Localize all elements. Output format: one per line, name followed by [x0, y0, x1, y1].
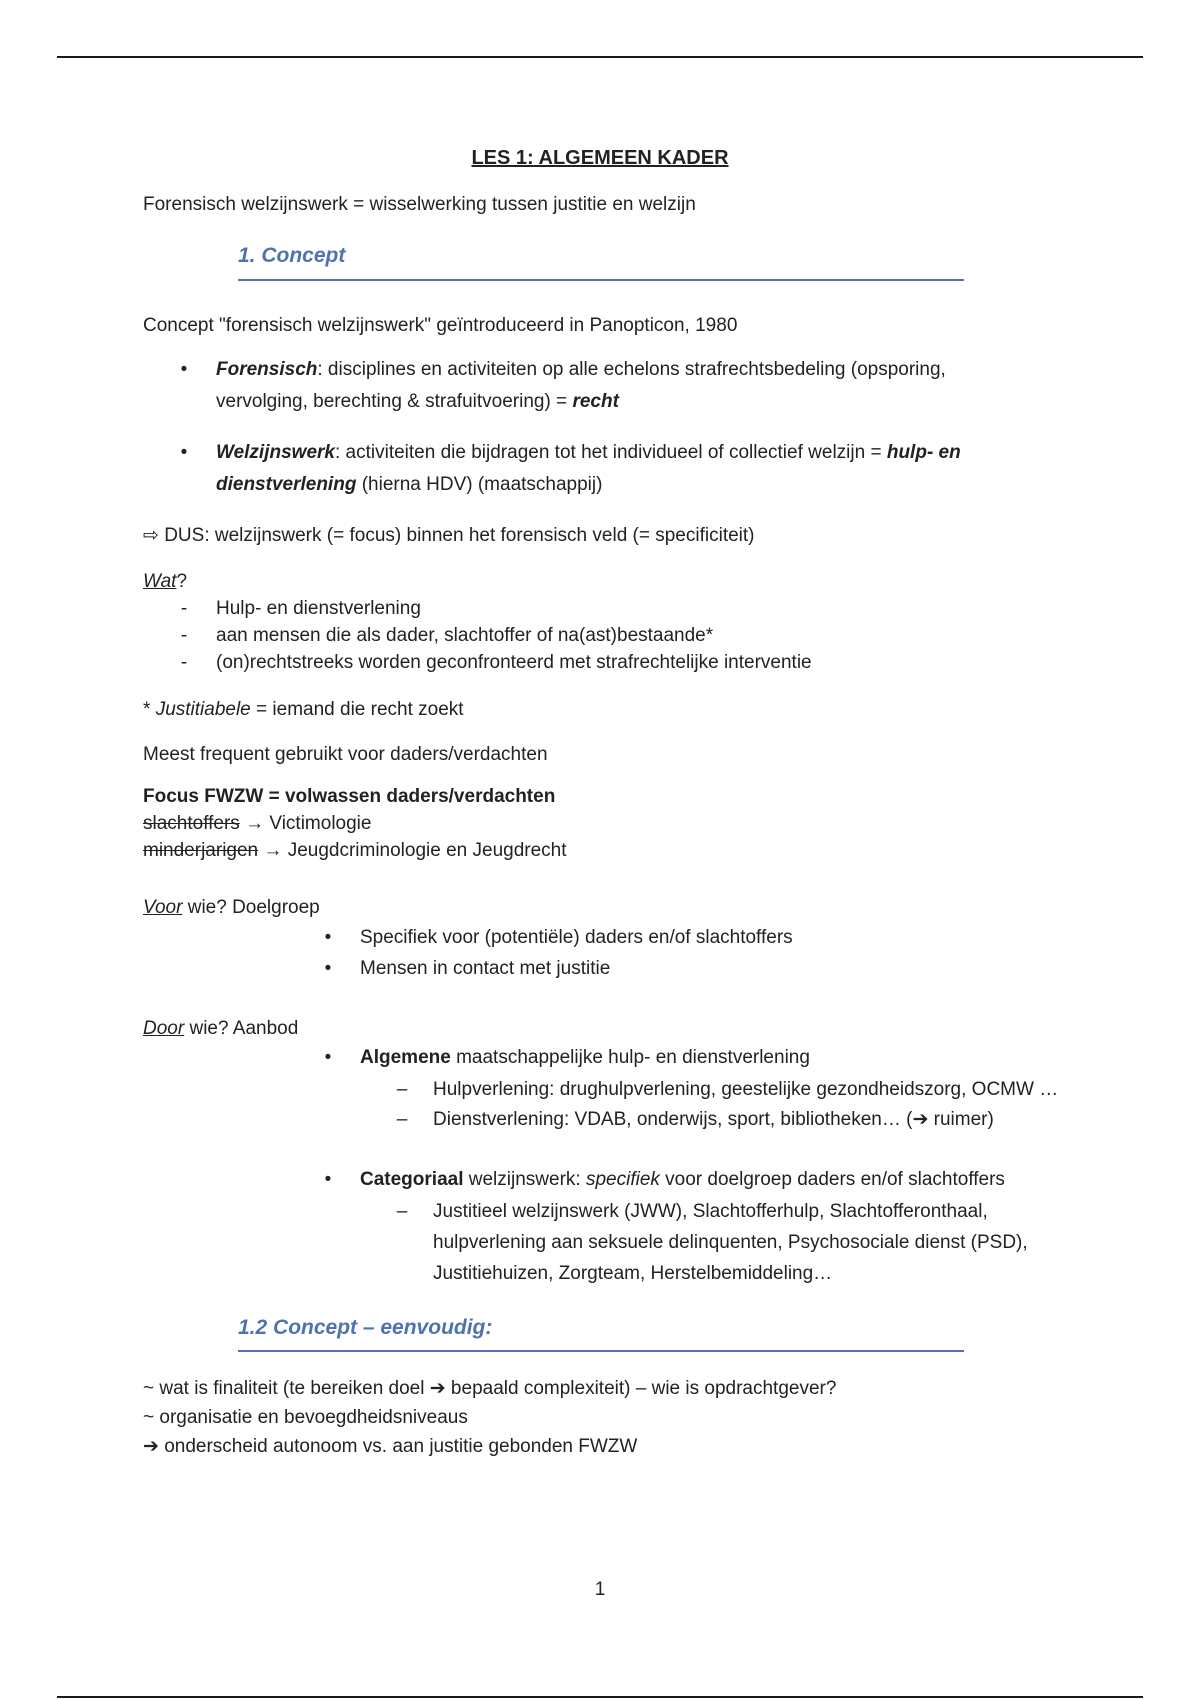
section-heading-rule [238, 279, 964, 281]
bullet-marker: • [324, 1169, 332, 1190]
bullet-marker: • [324, 927, 332, 948]
meest-frequent-line: Meest frequent gebruikt voor daders/verdachten [143, 744, 548, 765]
bullet-marker: • [324, 1047, 332, 1068]
page-number: 1 [594, 1579, 606, 1600]
doelgroep-item: Mensen in contact met justitie [360, 958, 611, 979]
section-heading-rule [238, 1350, 964, 1352]
bullet-forensisch-line2: vervolging, berechting & strafuitvoering) = recht [216, 391, 619, 412]
aanbod-categoriaal: Categoriaal welzijnswerk: specifiek voor doelgroep daders en/of slachtoffers [360, 1169, 1005, 1190]
focus-line: Focus FWZW = volwassen daders/verdachten [143, 786, 556, 807]
aanbod-algemene: Algemene maatschappelijke hulp- en dienstverlening [360, 1047, 810, 1068]
justitiabele-note: * Justitiabele = iemand die recht zoekt [143, 699, 464, 720]
term-welzijnswerk: Welzijnswerk [216, 442, 335, 463]
page-title: LES 1: ALGEMEEN KADER [471, 147, 729, 169]
bullet-welzijnswerk-line1: Welzijnswerk: activiteiten die bijdragen tot het individueel of collectief welzijn = hulp- en [216, 442, 961, 463]
endash-marker: – [396, 1109, 408, 1130]
term-forensisch: Forensisch [216, 359, 318, 380]
emph-recht: recht [572, 391, 619, 412]
section-heading-concept: 1. Concept [238, 244, 346, 267]
bullet-marker: • [324, 958, 332, 979]
categoriaal-sub-line: Justitiehuizen, Zorgteam, Herstelbemiddeling… [433, 1263, 833, 1284]
eenvoudig-line: ➔ onderscheid autonoom vs. aan justitie gebonden FWZW [143, 1436, 638, 1457]
wat-label: Wat? [143, 571, 188, 592]
endash-marker: – [396, 1201, 408, 1222]
dash-marker: - [180, 598, 188, 619]
wat-item: (on)rechtstreeks worden geconfronteerd met strafrechtelijke interventie [216, 652, 812, 673]
eenvoudig-line: ~ wat is finaliteit (te bereiken doel ➔ bepaald complexiteit) – wie is opdrachtgever? [143, 1378, 837, 1399]
section-heading-eenvoudig: 1.2 Concept – eenvoudig: [238, 1316, 493, 1339]
wat-item: Hulp- en dienstverlening [216, 598, 421, 619]
bullet-welzijnswerk-line2: dienstverlening (hierna HDV) (maatschappij) [216, 474, 603, 495]
algemene-sub-item: Dienstverlening: VDAB, onderwijs, sport, bibliotheken… (➔ ruimer) [433, 1109, 994, 1130]
eenvoudig-line: ~ organisatie en bevoegdheidsniveaus [143, 1407, 468, 1428]
voor-wie-label: Voor wie? Doelgroep [143, 897, 320, 918]
bullet-forensisch-line1: Forensisch: disciplines en activiteiten op alle echelons strafrechtsbedeling (opsporing, [216, 359, 946, 380]
algemene-sub-item: Hulpverlening: drughulpverlening, geestelijke gezondheidszorg, OCMW … [433, 1079, 1059, 1100]
bullet-marker: • [180, 359, 188, 380]
concept-line: Concept "forensisch welzijnswerk" geïntroduceerd in Panopticon, 1980 [143, 315, 738, 336]
doelgroep-item: Specifiek voor (potentiële) daders en/of slachtoffers [360, 927, 793, 948]
footer-rule [57, 1696, 1143, 1698]
dus-line: ⇨ DUS: welzijnswerk (= focus) binnen het forensisch veld (= specificiteit) [143, 525, 755, 546]
excluded-slachtoffers: slachtoffers → Victimologie [143, 813, 372, 834]
intro-line: Forensisch welzijnswerk = wisselwerking tussen justitie en welzijn [143, 194, 696, 215]
door-wie-label: Door wie? Aanbod [143, 1018, 299, 1039]
header-rule [57, 56, 1143, 58]
dash-marker: - [180, 625, 188, 646]
categoriaal-sub-line: Justitieel welzijnswerk (JWW), Slachtofferhulp, Slachtofferonthaal, [433, 1201, 988, 1222]
bullet-marker: • [180, 442, 188, 463]
endash-marker: – [396, 1079, 408, 1100]
excluded-minderjarigen: minderjarigen → Jeugdcriminologie en Jeugdrecht [143, 840, 567, 861]
categoriaal-sub-line: hulpverlening aan seksuele delinquenten, Psychosociale dienst (PSD), [433, 1232, 1028, 1253]
wat-item: aan mensen die als dader, slachtoffer of na(ast)bestaande* [216, 625, 714, 646]
dash-marker: - [180, 652, 188, 673]
